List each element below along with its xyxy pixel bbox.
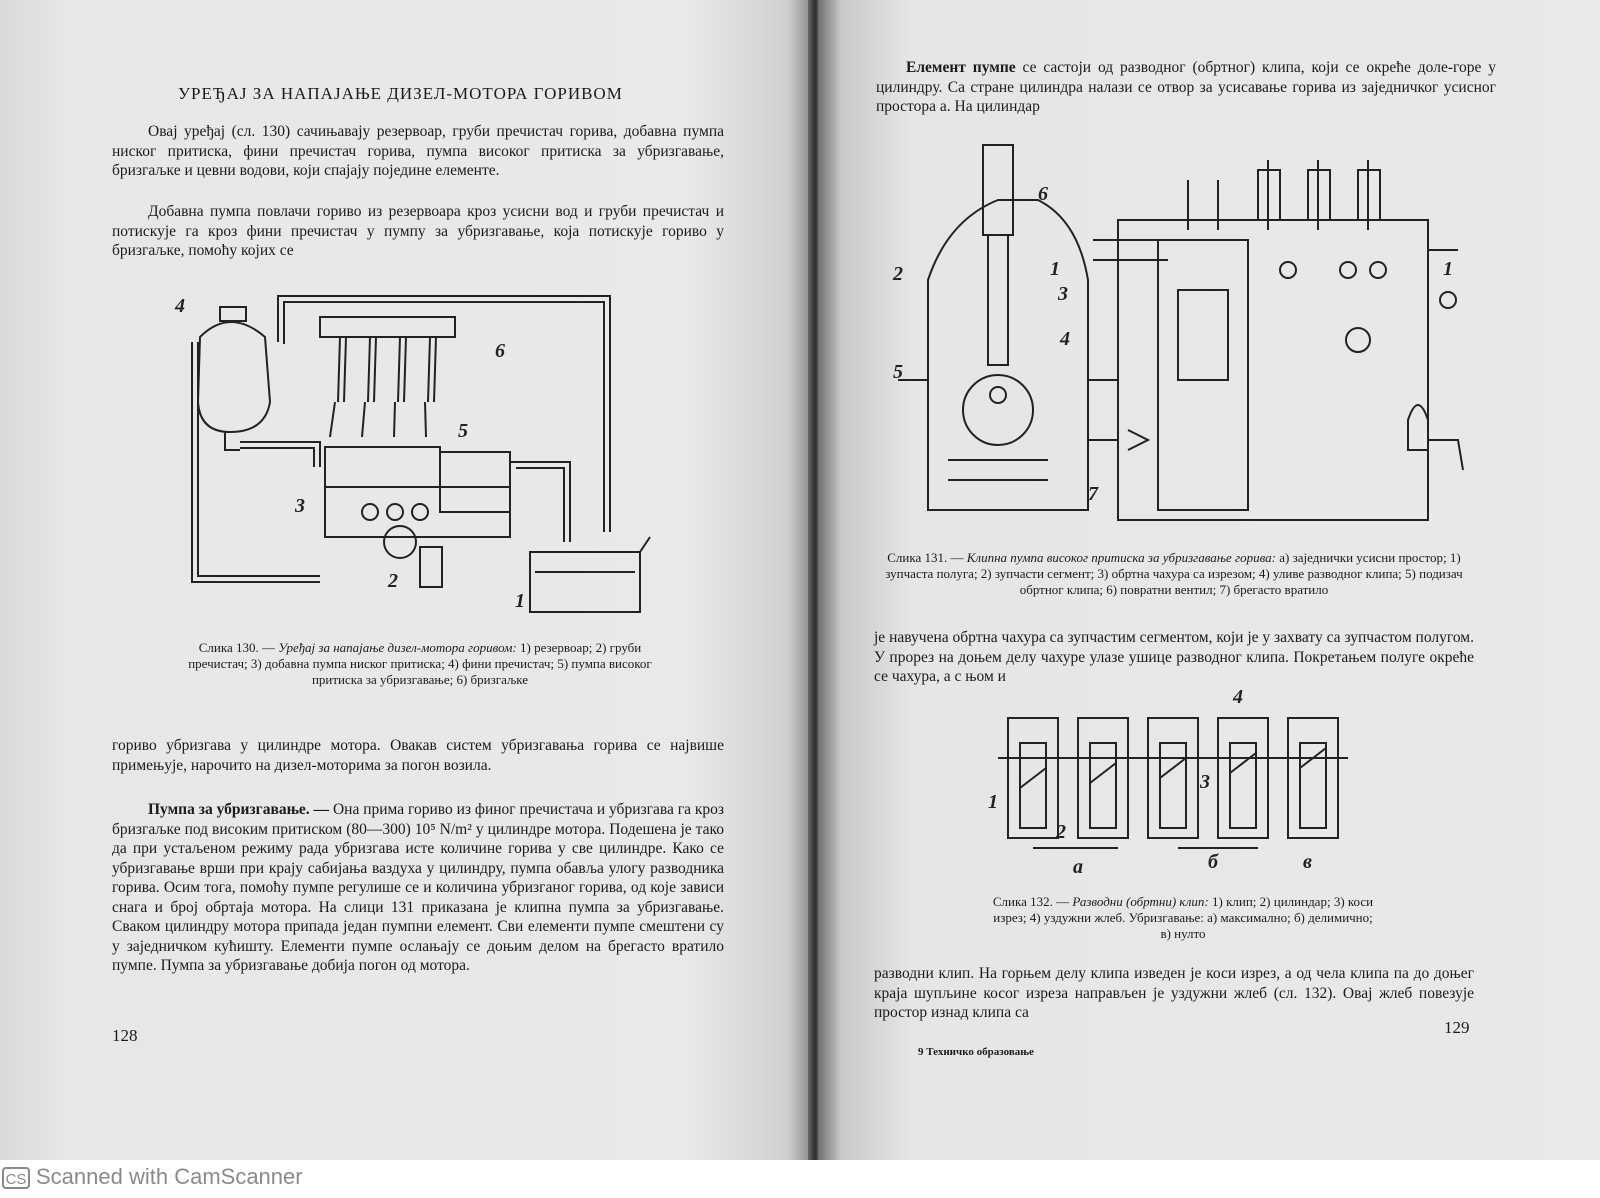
intro-paragraph: Овај уређај (сл. 130) сачињавају резервоар, груби пречистач горива, добавна пумпа ниског притиска, фини пречистач горива, пумпа високог притиска за убризгавање, бризгаљке и цевни водови, који спајају поједине елементе. <box>112 123 724 179</box>
element-heading: Елемент пумпе <box>906 59 1016 76</box>
fig132-group-a: a <box>1073 856 1083 878</box>
fig131-label-6: 6 <box>1038 183 1048 205</box>
figure-131-pump-diagram <box>888 140 1468 530</box>
chapter-heading: УРЕЂАЈ ЗА НАПАЈАЊЕ ДИЗЕЛ-МОТОРА ГОРИВОМ <box>178 84 623 103</box>
fig131-label-4: 4 <box>1060 328 1070 350</box>
pump-section-paragraph <box>112 800 724 976</box>
fig131-label-1-right: 1 <box>1443 258 1453 280</box>
pump-section-body: Она прима гориво из финог пречистача и убризгава га кроз бризгаљке под високим притиском (80—300) 10⁵ N/m² у цилиндре мотора. Подешена је тако да при устаљеном режиму рада убризгава исте количине горива у све цилиндре. Како се убризгавање врши при крају сабијања ваздуха у цилиндру, пумпа обавља улогу разводника горива. Осим тога, помоћу пумпе регулише се и количина убризганог горива, од које зависи снага и број обртаја мотора. На слици 131 приказана је клипна пумпа за убризгавање. Сваком цилиндру мотора припада један пумпни елемент. Сви елементи пумпе смештени су у заједничком кућишту. Елементи пумпе ослањају се доњим делом на брегасто вратило пумпе. Пумпа за убризгавање добија погон од мотора. <box>112 801 724 974</box>
fig132-group-b: б <box>1208 851 1218 873</box>
injection-paragraph: гориво убризгава у цилиндре мотора. Овакав систем убризгавања горива се највише примењује, нарочито на дизел-моторима за погон возила. <box>112 737 724 774</box>
fig130-caption-body: 1) резервоар; 2) груби пречистач; 3) добавна пумпа ниског притиска; 4) фини пречистач; 5) пумпа високог притиска за убризгавање; 6) бризгаљке <box>188 640 652 687</box>
pump-section-heading: Пумпа за убризгавање. — <box>148 801 330 818</box>
fig130-label-1: 1 <box>515 590 525 612</box>
fig132-caption-title: Разводни (обртни) клип: <box>1072 894 1209 909</box>
fig130-label-5: 5 <box>458 420 468 442</box>
fig131-caption-body: a) заједнички усисни простор; 1) зупчаста полуга; 2) зупчасти сегмент; 3) обртна чахура са изрезом; 4) уливе разводног клипа; 5) подизач обртног клипа; 6) повратни вентил; 7) брегасто вратило <box>885 550 1463 597</box>
fig131-label-5: 5 <box>893 361 903 383</box>
fig132-label-3: 3 <box>1200 771 1210 793</box>
fig131-caption-title: Клипна пумпа високог притиска за убризгавање горива: <box>966 550 1276 565</box>
supply-paragraph: Добавна пумпа повлачи гориво из резервоара кроз усисни вод и груби пречистач и потискује га кроз фини пречистач у пумпу за убризгавање, која потискује гориво у бризгаљке, помоћу којих се <box>112 203 724 259</box>
fig132-label-2: 2 <box>1056 821 1066 843</box>
fig132-caption-body: 1) клип; 2) цилиндар; 3) коси изрез; 4) уздужни жлеб. Убризгавање: a) максимално; б) делимично; в) нулто <box>993 894 1374 941</box>
fig130-label-3: 3 <box>295 495 305 517</box>
fig130-label-6: 6 <box>495 340 505 362</box>
fig130-caption-lead: Слика 130. — <box>198 640 276 655</box>
fig131-label-1: 1 <box>1050 258 1060 280</box>
camscanner-logo-icon: CS <box>2 1167 30 1189</box>
scanner-watermark: Scanned with CamScanner <box>36 1164 303 1189</box>
fig130-label-4: 4 <box>175 295 185 317</box>
fig132-label-1: 1 <box>988 791 998 813</box>
fig132-caption-lead: Слика 132. — <box>992 894 1070 909</box>
fig132-group-v: в <box>1303 851 1312 873</box>
sleeve-paragraph: је навучена обртна чахура са зупчастим сегментом, који је у захвату са зупчастом полугом. У прорез на доњем делу чахуре улазе ушице разводног клипа. Покретањем полуге окреће се чахура, а с њом и <box>874 629 1474 685</box>
printer-signature: 9 Техничко образовање <box>918 1046 1034 1058</box>
element-paragraph <box>876 58 1496 117</box>
figure-132-plunger-diagram <box>978 688 1378 878</box>
figure-130-fuel-system-diagram <box>170 282 660 632</box>
page-number-left: 128 <box>112 1026 138 1045</box>
fig131-label-7: 7 <box>1088 483 1098 505</box>
page-number-right: 129 <box>1444 1018 1470 1037</box>
element-body: се састоји од разводног (обртног) клипа, који се окреће доле-горе у цилиндру. Са стране цилиндра налази се отвор за усисавање горива из заједничког усисног простора a. На цилиндар <box>876 59 1496 115</box>
right-page <box>818 0 1600 1160</box>
figure-132-caption <box>988 894 1378 942</box>
fig131-caption-lead: Слика 131. — <box>887 550 964 565</box>
left-page <box>0 0 812 1160</box>
figure-131-caption <box>874 550 1474 598</box>
groove-paragraph: разводни клип. На горњем делу клипа изведен је коси изрез, а од чела клипа па до доњег краја шупљине косог изреза направљен је уздужни жлеб (сл. 132). Овај жлеб повезује простор изнад клипа са <box>874 965 1474 1021</box>
figure-130-caption <box>175 640 665 688</box>
fig130-caption-title: Уређај за напајање дизел-мотора горивом: <box>278 640 517 655</box>
fig131-label-3: 3 <box>1058 283 1068 305</box>
fig131-label-2: 2 <box>893 263 903 285</box>
fig132-label-4: 4 <box>1233 688 1243 708</box>
fig130-label-2: 2 <box>388 570 398 592</box>
